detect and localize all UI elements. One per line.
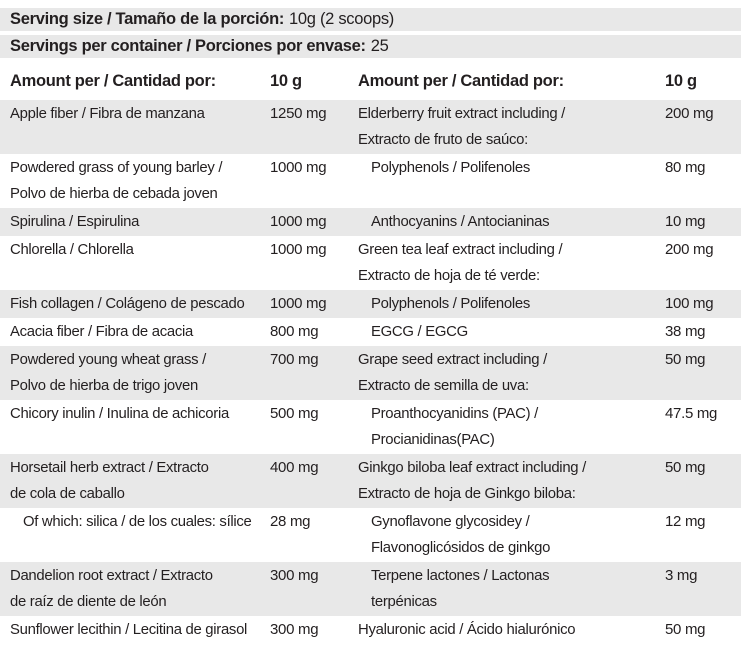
ingredient-name-line: Procianidinas(PAC): [371, 431, 495, 448]
table-row: [0, 616, 741, 644]
ingredient-name-left: [0, 209, 258, 235]
ingredient-name-line: Apple fiber / Fibra de manzana: [10, 105, 205, 122]
ingredient-name-left: [0, 347, 258, 399]
ingredient-amount-left: 1000 mg: [270, 295, 327, 312]
amount-per-unit-right: 10 g: [665, 71, 697, 90]
ingredient-amount-left: 800 mg: [270, 323, 319, 340]
table-row: [0, 318, 741, 346]
ingredient-name-line: Extracto de hoja de Ginkgo biloba:: [358, 485, 576, 502]
ingredient-name-line: Fish collagen / Colágeno de pescado: [10, 295, 245, 312]
ingredient-name-right: [358, 209, 658, 235]
ingredient-name-left: [0, 319, 258, 345]
ingredient-amount-left: 400 mg: [270, 459, 319, 476]
ingredient-amount-right: 50 mg: [665, 459, 706, 476]
amount-per-label-left: Amount per / Cantidad por:: [10, 71, 216, 90]
ingredient-amount-left: 300 mg: [270, 567, 319, 584]
ingredient-name-line: Polyphenols / Polifenoles: [371, 295, 530, 312]
ingredient-name-line: EGCG / EGCG: [371, 323, 468, 340]
ingredient-name-right: [358, 319, 658, 345]
table-row: [0, 154, 741, 208]
ingredient-name-right: [358, 101, 658, 153]
ingredient-amount-left: 300 mg: [270, 621, 319, 638]
ingredient-name-line: Extracto de fruto de saúco:: [358, 131, 528, 148]
ingredient-amount-left: 1000 mg: [270, 213, 327, 230]
ingredient-amount-right: 10 mg: [665, 213, 706, 230]
ingredient-name-line: Powdered young wheat grass /: [10, 351, 206, 368]
ingredient-name-right: [358, 617, 658, 643]
ingredient-name-line: Hyaluronic acid / Ácido hialurónico: [358, 621, 576, 638]
ingredient-name-left: [0, 237, 258, 263]
ingredient-amount-right: 100 mg: [665, 295, 714, 312]
ingredient-name-line: Spirulina / Espirulina: [10, 213, 140, 230]
ingredient-name-line: Of which: silica / de los cuales: sílice: [23, 513, 252, 530]
servings-per-container-value: 25: [370, 37, 389, 55]
ingredient-amount-right: 38 mg: [665, 323, 706, 340]
ingredient-amount-right: 12 mg: [665, 513, 706, 530]
ingredient-name-line: Chicory inulin / Inulina de achicoria: [10, 405, 229, 422]
ingredient-name-right: [358, 237, 658, 289]
ingredient-name-left: [0, 155, 258, 207]
ingredient-amount-left: 500 mg: [270, 405, 319, 422]
ingredient-name-left: [0, 291, 258, 317]
ingredients-table: [0, 100, 741, 644]
table-row: [0, 508, 741, 562]
ingredient-amount-left: 1000 mg: [270, 159, 327, 176]
table-row: [0, 454, 741, 508]
ingredient-name-line: de raíz de diente de león: [10, 593, 167, 610]
ingredient-amount-right: 200 mg: [665, 105, 714, 122]
ingredient-amount-left: 1250 mg: [270, 105, 327, 122]
serving-size-value: 10g (2 scoops): [289, 10, 394, 28]
servings-per-container-row: [0, 35, 741, 58]
ingredient-name-right: [358, 347, 658, 399]
ingredient-name-left: [0, 455, 258, 507]
ingredient-name-right: [358, 563, 658, 615]
ingredient-name-right: [358, 509, 658, 561]
ingredient-name-line: Ginkgo biloba leaf extract including /: [358, 459, 586, 476]
ingredient-name-line: terpénicas: [371, 593, 437, 610]
ingredient-name-line: Green tea leaf extract including /: [358, 241, 563, 258]
ingredient-name-line: Anthocyanins / Antocianinas: [371, 213, 550, 230]
ingredient-name-line: Polvo de hierba de cebada joven: [10, 185, 218, 202]
table-row: [0, 100, 741, 154]
ingredient-name-right: [358, 401, 658, 453]
ingredient-name-line: Extracto de hoja de té verde:: [358, 267, 540, 284]
ingredient-amount-right: 50 mg: [665, 621, 706, 638]
table-row: [0, 400, 741, 454]
ingredient-name-line: Horsetail herb extract / Extracto: [10, 459, 209, 476]
ingredient-name-line: Extracto de semilla de uva:: [358, 377, 529, 394]
ingredient-name-left: [0, 617, 258, 643]
ingredient-amount-right: 50 mg: [665, 351, 706, 368]
table-row: [0, 236, 741, 290]
ingredient-name-line: Chlorella / Chlorella: [10, 241, 134, 258]
ingredient-amount-right: 47.5 mg: [665, 405, 718, 422]
ingredient-amount-right: 200 mg: [665, 241, 714, 258]
ingredient-name-right: [358, 291, 658, 317]
ingredient-name-line: Gynoflavone glycosidey /: [371, 513, 530, 530]
table-row: [0, 562, 741, 616]
ingredient-name-line: Terpene lactones / Lactonas: [371, 567, 550, 584]
ingredient-name-line: Polyphenols / Polifenoles: [371, 159, 530, 176]
ingredient-amount-left: 28 mg: [270, 513, 311, 530]
ingredient-name-left: [0, 101, 258, 127]
ingredient-amount-right: 80 mg: [665, 159, 706, 176]
ingredient-amount-right: 3 mg: [665, 567, 698, 584]
ingredient-name-right: [358, 455, 658, 507]
amount-header-row: [0, 62, 741, 100]
ingredient-amount-left: 1000 mg: [270, 241, 327, 258]
table-row: [0, 290, 741, 318]
table-row: [0, 208, 741, 236]
ingredient-name-line: Sunflower lecithin / Lecitina de girasol: [10, 621, 248, 638]
serving-size-row: [0, 8, 741, 31]
amount-per-unit-left: 10 g: [270, 71, 302, 90]
ingredient-name-line: Grape seed extract including /: [358, 351, 547, 368]
ingredient-name-line: Elderberry fruit extract including /: [358, 105, 566, 122]
ingredient-name-line: de cola de caballo: [10, 485, 125, 502]
ingredient-name-left: [0, 509, 258, 535]
servings-per-container-label: Servings per container / Porciones por envase:: [10, 37, 366, 55]
ingredient-name-left: [0, 401, 258, 427]
ingredient-name-line: Polvo de hierba de trigo joven: [10, 377, 198, 394]
ingredient-name-line: Flavonoglicósidos de ginkgo: [371, 539, 551, 556]
ingredient-name-left: [0, 563, 258, 615]
ingredient-name-line: Acacia fiber / Fibra de acacia: [10, 323, 193, 340]
serving-size-label: Serving size / Tamaño de la porción:: [10, 10, 285, 28]
ingredient-amount-left: 700 mg: [270, 351, 319, 368]
ingredient-name-line: Dandelion root extract / Extracto: [10, 567, 213, 584]
amount-per-label-right: Amount per / Cantidad por:: [358, 71, 564, 90]
ingredient-name-line: Proanthocyanidins (PAC) /: [371, 405, 538, 422]
table-row: [0, 346, 741, 400]
ingredient-name-line: Powdered grass of young barley /: [10, 159, 223, 176]
ingredient-name-right: [358, 155, 658, 181]
